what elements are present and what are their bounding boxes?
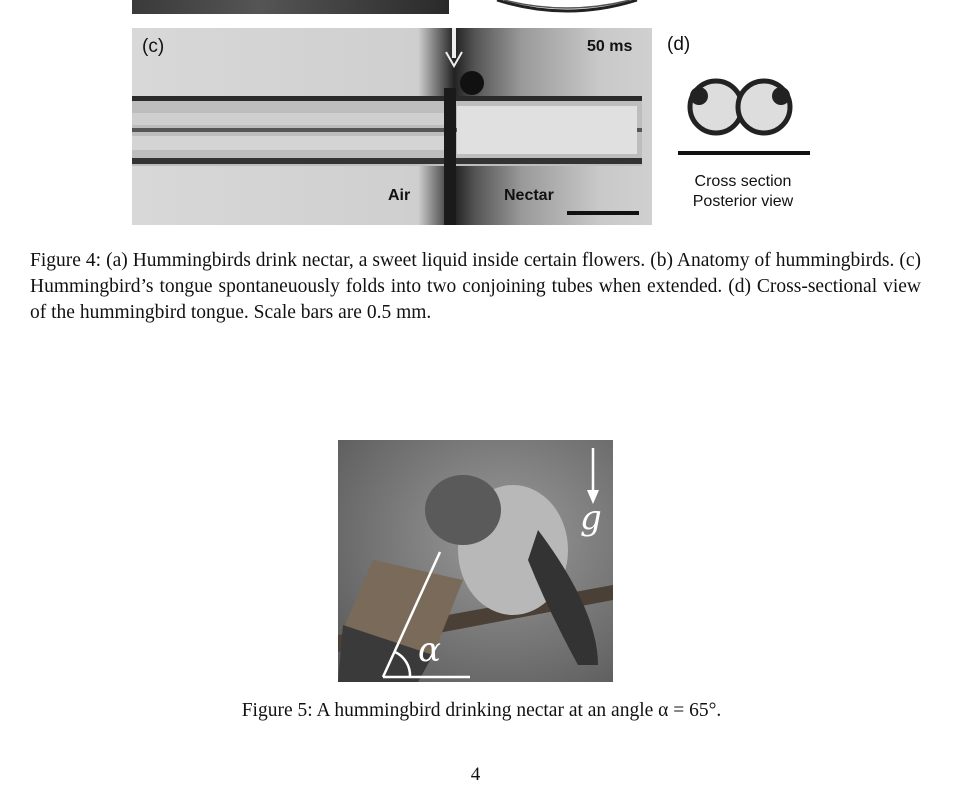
- figure4-panel-b-image-fragment: [492, 0, 642, 14]
- tongue-cross-section-diagram: [676, 74, 812, 158]
- page-number: 4: [470, 764, 481, 785]
- panel-d-label: (d): [667, 34, 691, 55]
- nectar-label: Nectar: [504, 187, 554, 204]
- figure4-panel-c-tongue-image: [132, 28, 652, 225]
- figure5-caption: Figure 5: A hummingbird drinking nectar at an angle α = 65°.: [241, 700, 722, 721]
- gravity-label: g: [580, 498, 602, 538]
- hummingbird-illustration: [338, 440, 613, 682]
- scale-bar: [567, 211, 639, 215]
- cross-section-label: Cross section: [694, 173, 792, 190]
- panel-c-label: (c): [142, 36, 165, 57]
- alpha-label: α: [418, 630, 441, 670]
- figure4-panel-a-image-fragment: [132, 0, 449, 14]
- posterior-view-label: Posterior view: [692, 193, 794, 210]
- figure5-hummingbird-photo: [338, 440, 613, 682]
- figure4-caption: Figure 4: (a) Hummingbirds drink nectar, a sweet liquid inside certain flowers. (b) Anatomy of hummingbirds. (c) Hummingbird’s tongue spontaneuously folds into two conjoining tubes when extended. (d) Cross-sectional view of the hummingbird tongue. Scale bars are 0.5 mm.: [30, 250, 921, 323]
- time-label: 50 ms: [587, 38, 633, 55]
- air-label: Air: [388, 187, 411, 204]
